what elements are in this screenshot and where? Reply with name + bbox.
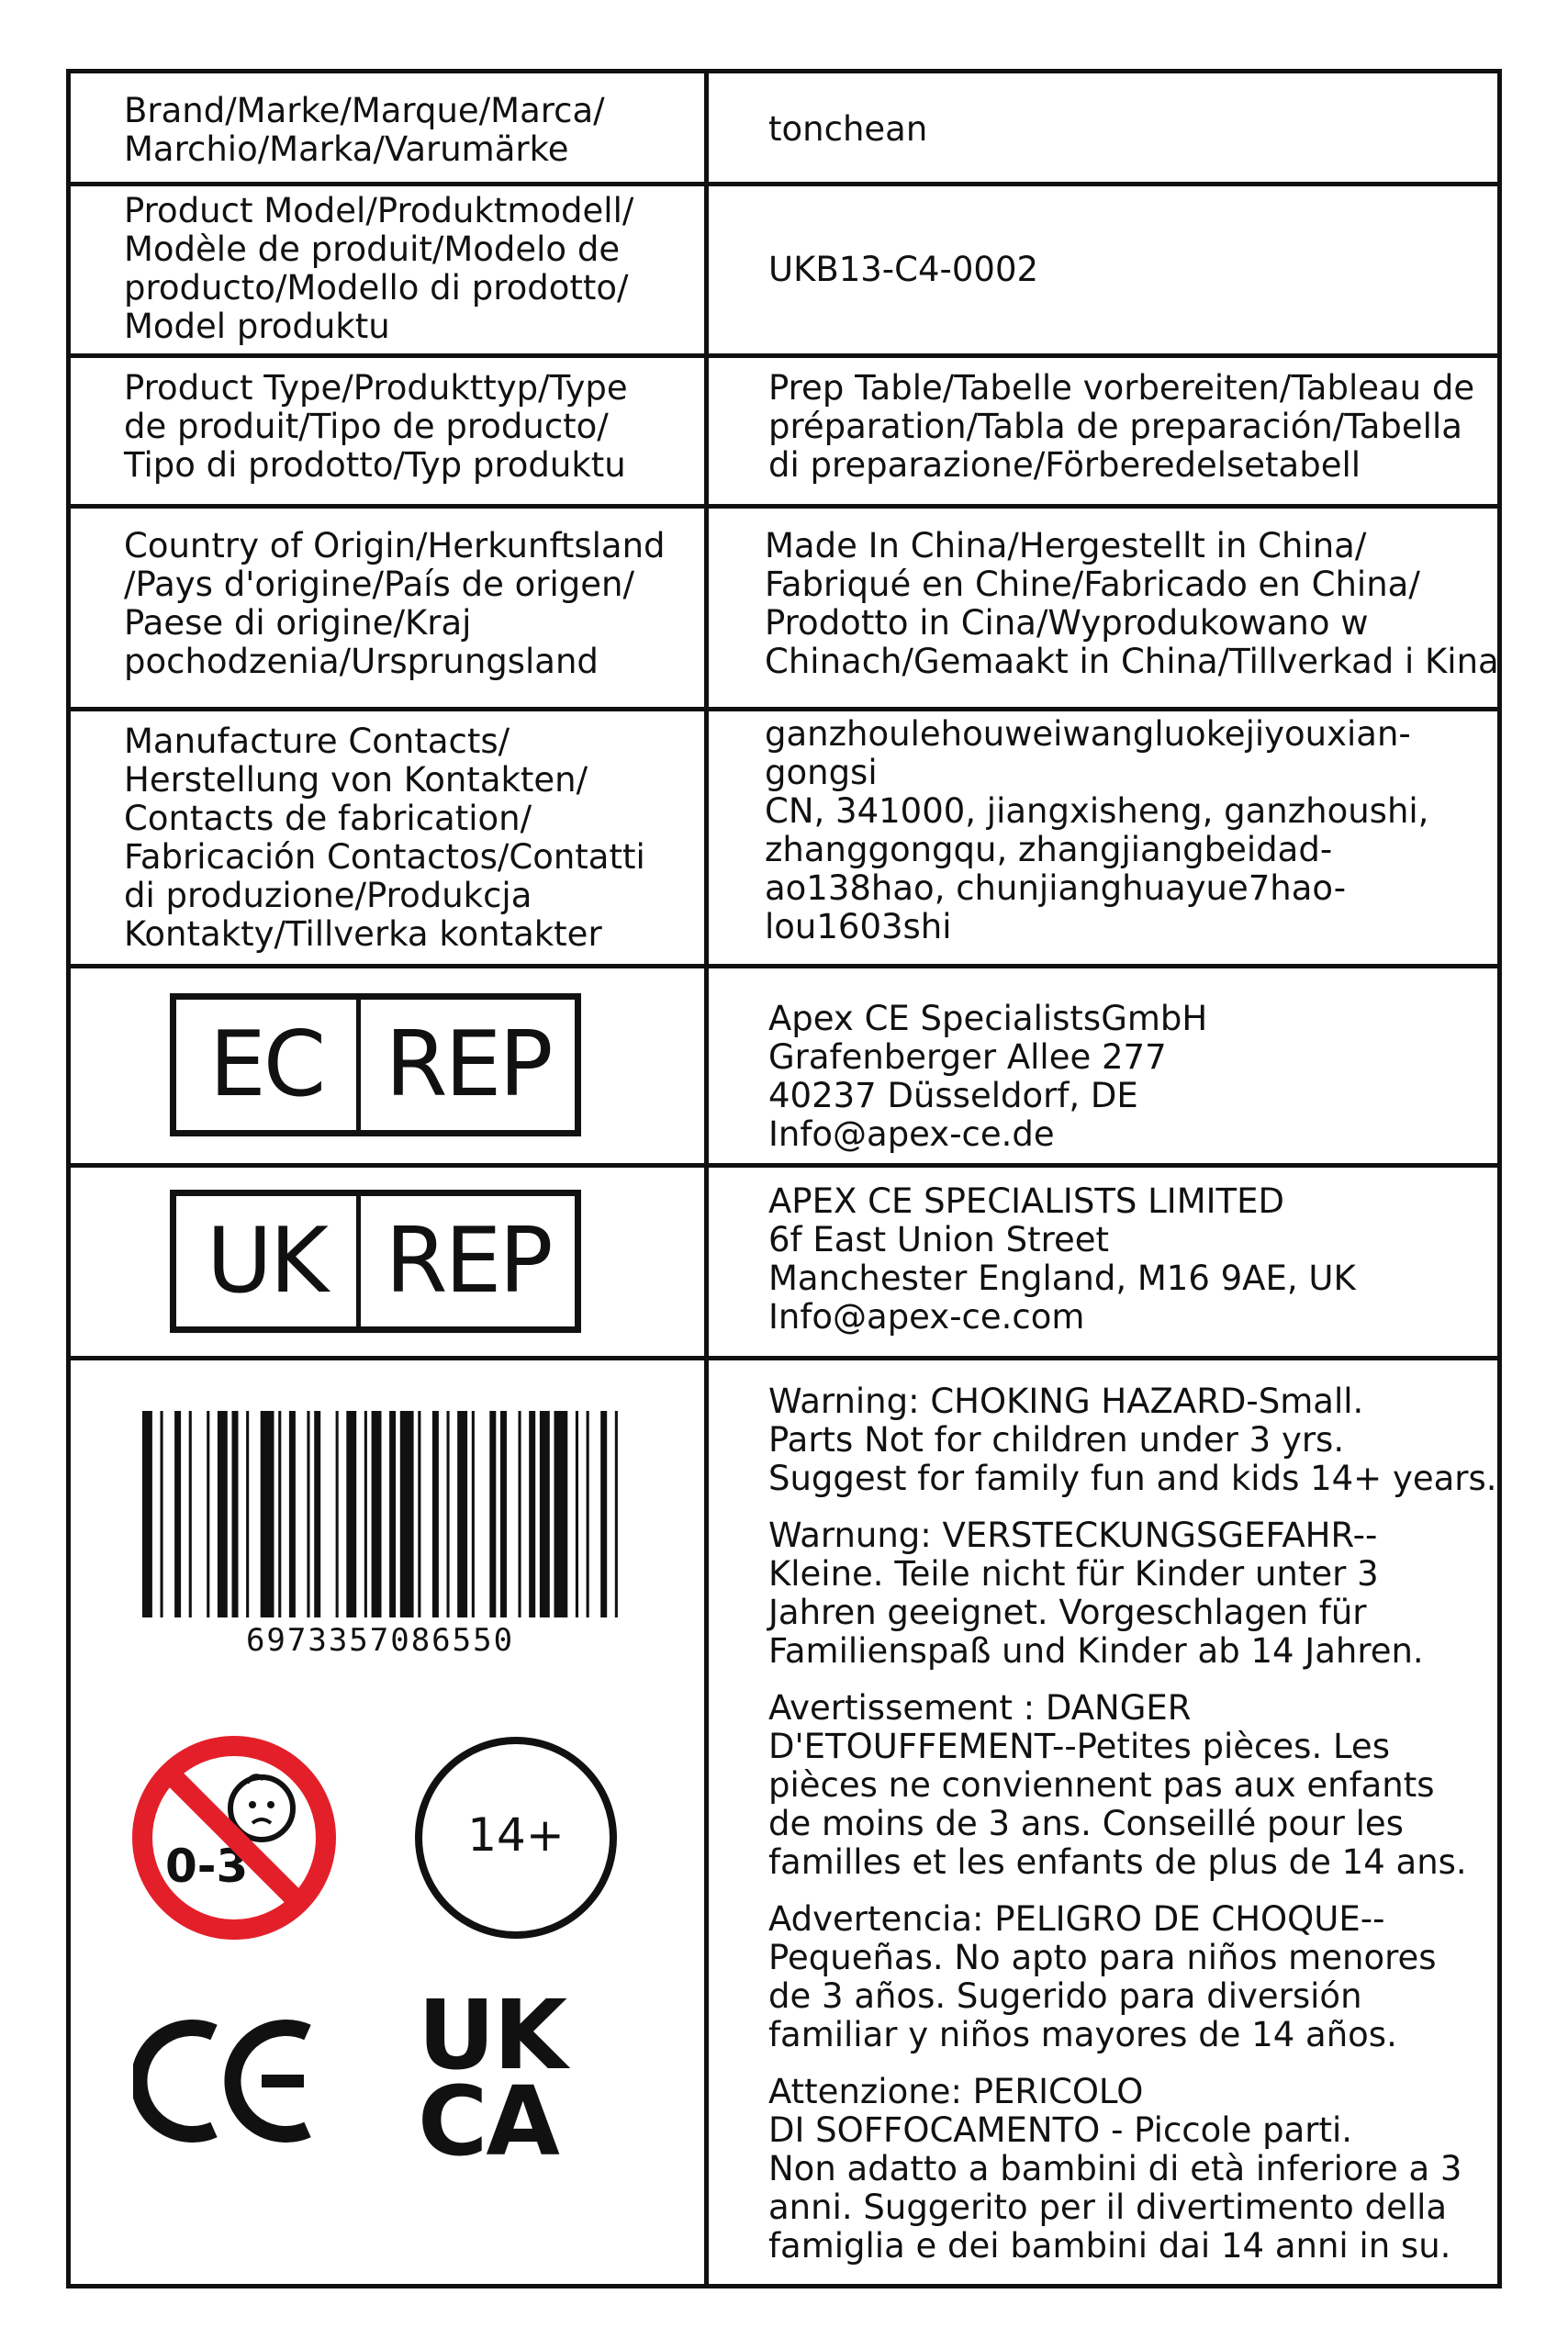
- barcode-bar: [218, 1411, 228, 1617]
- row-origin: [71, 504, 1497, 707]
- ec-rep-box-right: REP: [385, 1013, 551, 1117]
- row-uk-rep: [71, 1163, 1497, 1356]
- no-under-3-icon: [124, 1728, 344, 1948]
- barcode-bar: [389, 1411, 396, 1617]
- warning-en: Warning: CHOKING HAZARD-Small. Parts Not for children under 3 yrs. Suggest for family fun and kids 14+ years.: [768, 1382, 1497, 1498]
- barcode-bar: [372, 1411, 382, 1617]
- barcode-bar: [457, 1411, 467, 1617]
- barcode-bar: [261, 1411, 274, 1617]
- barcode-bar: [336, 1411, 339, 1617]
- barcode-bar: [519, 1411, 521, 1617]
- barcode-bar: [418, 1411, 420, 1617]
- barcode-bar: [314, 1411, 320, 1617]
- row-ec-rep: [71, 964, 1497, 1163]
- barcode-bar: [587, 1411, 589, 1617]
- barcode-bar: [529, 1411, 535, 1617]
- product-label-table: [66, 69, 1502, 2288]
- barcode-bar: [161, 1411, 163, 1617]
- warning-es: Advertencia: PELIGRO DE CHOQUE-- Pequeñas. No apto para niños menores de 3 años. Sugerido para diversión familiar y niños mayores de 14 años.: [768, 1899, 1437, 2054]
- row-brand: [71, 73, 1497, 182]
- barcode: [137, 1411, 623, 1617]
- origin-value: Made In China/Hergestellt in China/ Fabriqué en Chine/Fabricado en China/ Prodotto in Cina/Wyprodukowano w Chinach/Gemaakt in China/Tillverkad i Kina: [765, 526, 1499, 681]
- ce-mark-icon: [133, 2012, 326, 2150]
- barcode-bar: [174, 1411, 181, 1617]
- type-label: Product Type/Produkttyp/Type de produit/Tipo de producto/ Tipo di prodotto/Typ produktu: [124, 368, 628, 485]
- barcode-bar: [364, 1411, 367, 1617]
- barcode-bar: [289, 1411, 296, 1617]
- model-label: Product Model/Produktmodell/ Modèle de produit/Modelo de producto/Modello di prodotto/ Model produktu: [124, 191, 634, 346]
- barcode-bar: [189, 1411, 192, 1617]
- uk-rep-box-left: UK: [176, 1196, 361, 1326]
- uk-rep-box-right: REP: [385, 1209, 551, 1314]
- warning-de: Warnung: VERSTECKUNGSGEFAHR-- Kleine. Teile nicht für Kinder unter 3 Jahren geeignet. Vorgeschlagen für Familienspaß und Kinder ab 14 Jahren.: [768, 1516, 1424, 1671]
- barcode-bar: [142, 1411, 152, 1617]
- barcode-bar: [489, 1411, 496, 1617]
- warning-it: Attenzione: PERICOLO DI SOFFOCAMENTO - Piccole parti. Non adatto a bambini di età inferiore a 3 anni. Suggerito per il divertimento della famiglia e dei bambini dai 14 anni in su.: [768, 2072, 1462, 2266]
- barcode-bar: [615, 1411, 618, 1617]
- barcode-bar: [447, 1411, 450, 1617]
- ukca-mark-icon: UK CA: [418, 1979, 566, 2177]
- brand-value: tonchean: [768, 109, 928, 149]
- barcode-bar: [346, 1411, 356, 1617]
- ec-rep-box-left: EC: [176, 1000, 361, 1130]
- barcode-bar: [432, 1411, 439, 1617]
- ec-rep-address: Apex CE SpecialistsGmbH Grafenberger Allee 277 40237 Düsseldorf, DE Info@apex-ce.de: [768, 999, 1208, 1154]
- warning-text-block: [768, 1382, 1497, 2284]
- warning-fr: Avertissement : DANGER D'ETOUFFEMENT--Petites pièces. Les pièces ne conviennent pas aux enfants de moins de 3 ans. Conseillé pour les familles et les enfants de plus de 14 ans.: [768, 1688, 1467, 1882]
- uk-rep-address: APEX CE SPECIALISTS LIMITED 6f East Union Street Manchester England, M16 9AE, UK Info@apex-ce.com: [768, 1181, 1356, 1337]
- barcode-bar: [278, 1411, 281, 1617]
- barcode-bar: [400, 1411, 414, 1617]
- barcode-bar: [246, 1411, 249, 1617]
- barcode-bar: [554, 1411, 568, 1617]
- row-manufacturer: [71, 707, 1497, 964]
- barcode-bar: [207, 1411, 209, 1617]
- brand-label: Brand/Marke/Marque/Marca/ Marchio/Marka/Varumärke: [124, 91, 605, 169]
- model-value: UKB13-C4-0002: [768, 250, 1039, 289]
- barcode-number: 6973357086550: [245, 1622, 515, 1659]
- manufacturer-value: ganzhoulehouweiwangluokejiyouxian- gongsi CN, 341000, jiangxisheng, ganzhoushi, zhanggongqu, zhangjiangbeidad- ao138hao, chunjianghuayue7hao- lou1603shi: [765, 714, 1429, 946]
- barcode-bar: [500, 1411, 507, 1617]
- barcode-bar: [600, 1411, 607, 1617]
- row-type: [71, 353, 1497, 504]
- age-badge-label: 14+: [467, 1808, 565, 1862]
- age-14-plus-badge: [406, 1728, 626, 1948]
- no-under-3-label: 0-3: [165, 1840, 249, 1893]
- origin-label: Country of Origin/Herkunftsland /Pays d'origine/País de origen/ Paese di origine/Kraj pochodzenia/Ursprungsland: [124, 526, 666, 681]
- barcode-bar: [232, 1411, 239, 1617]
- barcode-bar: [576, 1411, 578, 1617]
- barcode-bar: [540, 1411, 550, 1617]
- uk-rep-symbol: [170, 1190, 581, 1333]
- row-warnings: [71, 1356, 1497, 2284]
- manufacturer-label: Manufacture Contacts/ Herstellung von Kontakten/ Contacts de fabrication/ Fabricación Contactos/Contatti di produzione/Produkcja Kontakty/Tillverka kontakter: [124, 722, 645, 954]
- type-value: Prep Table/Tabelle vorbereiten/Tableau de préparation/Tabla de preparación/Tabella di preparazione/Förberedelsetabell: [768, 368, 1475, 485]
- row-model: [71, 182, 1497, 353]
- ec-rep-symbol: [170, 993, 581, 1136]
- barcode-bar: [307, 1411, 309, 1617]
- barcode-bar: [472, 1411, 475, 1617]
